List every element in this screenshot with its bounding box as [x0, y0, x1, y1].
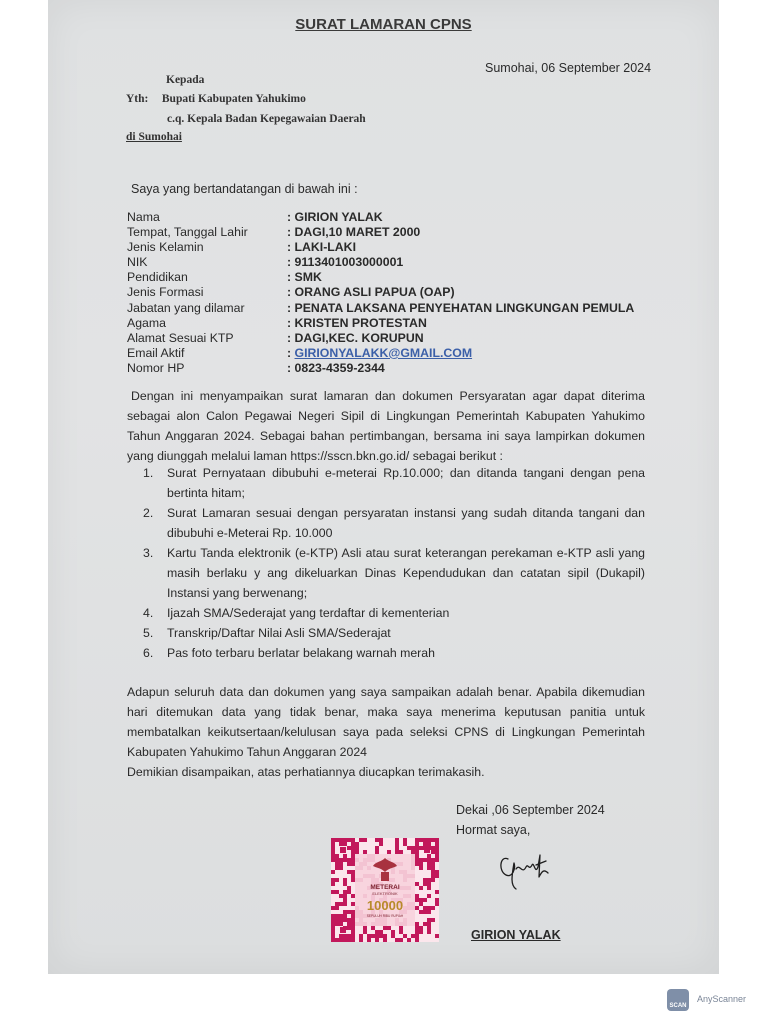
- list-item-number: 1.: [143, 466, 154, 480]
- list-item-text: Kartu Tanda elektronik (e-KTP) Asli atau surat keterangan perekaman e-KTP asli yang masih berlaku y ang dikeluarkan Dinas Kependudukan dan catatan sipil (Dukapil) Instansi yang berwenang;: [167, 546, 645, 600]
- identity-value: : SMK: [287, 270, 322, 285]
- list-item-number: 6.: [143, 646, 154, 660]
- list-item: [143, 643, 645, 663]
- identity-value: [287, 346, 472, 361]
- identity-row: [127, 270, 687, 285]
- email-prefix: :: [287, 345, 295, 360]
- identity-label: Email Aktif: [127, 345, 185, 360]
- identity-row: [127, 361, 687, 376]
- identity-row: [127, 301, 687, 316]
- opening-sentence: Saya yang bertandatangan di bawah ini :: [131, 182, 358, 196]
- list-item-text: Surat Lamaran sesuai dengan persyaratan instansi yang sudah ditanda tangani dan dibubuhi e-Meterai Rp. 10.000: [167, 506, 645, 540]
- recipient-yth-label: Yth:: [126, 93, 149, 105]
- identity-label: Agama: [127, 315, 166, 330]
- identity-row: [127, 240, 687, 255]
- identity-label: Jenis Kelamin: [127, 240, 204, 255]
- recipient-location: di Sumohai: [126, 131, 182, 143]
- list-item-number: 3.: [143, 546, 154, 560]
- list-item-text: Transkrip/Daftar Nilai Asli SMA/Sederajat: [167, 626, 391, 640]
- list-item: [143, 543, 645, 603]
- identity-value: : ORANG ASLI PAPUA (OAP): [287, 285, 455, 300]
- identity-label: Pendidikan: [127, 270, 188, 285]
- stamp-amount: 10000: [366, 898, 404, 913]
- scanner-app-name: AnyScanner: [697, 994, 747, 1004]
- handwritten-signature: [496, 845, 556, 893]
- identity-value: : GIRION YALAK: [287, 210, 383, 224]
- scan-app-icon: SCAN: [667, 989, 689, 1011]
- identity-value: : KRISTEN PROTESTAN: [287, 315, 427, 330]
- identity-value: : 9113401003000001: [287, 255, 404, 270]
- closing-place-date: Dekai ,06 September 2024: [456, 803, 605, 817]
- identity-label: Nama: [127, 210, 160, 224]
- identity-label: Tempat, Tanggal Lahir: [127, 225, 248, 240]
- email-link[interactable]: GIRIONYALAKK@GMAIL.COM: [294, 345, 473, 360]
- identity-value: : DAGI,10 MARET 2000: [287, 225, 421, 240]
- identity-value: : PENATA LAKSANA PENYEHATAN LINGKUNGAN PEMULA: [287, 300, 635, 315]
- list-item-text: Pas foto terbaru berlatar belakang warnah merah: [167, 646, 435, 660]
- recipient-yth-value: Bupati Kabupaten Yahukimo: [161, 93, 306, 105]
- identity-label: Jenis Formasi: [127, 285, 204, 300]
- list-item: [143, 503, 645, 543]
- stamp-amount-words: SEPULUH RIBU RUPIAH: [366, 914, 404, 918]
- letter-page: [48, 0, 719, 974]
- identity-row: [127, 285, 687, 300]
- paragraph-declaration: Adapun seluruh data dan dokumen yang saya sampaikan adalah benar. Apabila dikemudian hari ditemukan data yang tidak benar, maka saya menerima keputusan panitia untuk membatalkan keikutsertaan/kelulusan saya pada seleksi CPNS di Lingkungan Pemerintah Kabupaten Yahukimo Tahun Anggaran 2024: [127, 685, 645, 759]
- identity-row: [127, 255, 687, 270]
- identity-row: [127, 316, 687, 331]
- list-item-number: 2.: [143, 506, 154, 520]
- recipient-kepada: Kepada: [166, 74, 205, 86]
- letter-place-date: Sumohai, 06 September 2024: [485, 61, 652, 75]
- list-item-number: 4.: [143, 606, 154, 620]
- attachment-list: [143, 463, 645, 663]
- identity-value: : LAKI-LAKI: [287, 240, 356, 255]
- identity-row: [127, 346, 687, 361]
- list-item: [143, 603, 645, 623]
- identity-label: Alamat Sesuai KTP: [127, 330, 234, 345]
- list-item: [143, 463, 645, 503]
- letter-title: SURAT LAMARAN CPNS: [295, 16, 472, 33]
- stamp-label-meterai: METERAI: [370, 884, 400, 891]
- list-item-number: 5.: [143, 626, 154, 640]
- identity-table: [127, 210, 687, 376]
- paragraph-closing: Demikian disampaikan, atas perhatiannya diucapkan terimakasih.: [127, 765, 485, 779]
- stamp-label-elektronik: ELEKTRONIK: [372, 891, 398, 896]
- identity-value: : 0823-4359-2344: [287, 360, 385, 375]
- identity-label: Nomor HP: [127, 360, 185, 375]
- list-item-text: Surat Pernyataan dibubuhi e-meterai Rp.10.000; dan ditanda tangani dengan pena bertinta hitam;: [167, 466, 645, 500]
- e-meterai-stamp: [331, 838, 439, 942]
- identity-row: [127, 225, 687, 240]
- recipient-cq: c.q. Kepala Badan Kepegawaian Daerah: [167, 113, 366, 125]
- closing-regards: Hormat saya,: [456, 823, 531, 837]
- identity-label: NIK: [127, 255, 148, 270]
- recipient-yth: [126, 93, 306, 105]
- list-item-text: Ijazah SMA/Sederajat yang terdaftar di kementerian: [167, 606, 450, 620]
- identity-row: [127, 331, 687, 346]
- identity-value: : DAGI,KEC. KORUPUN: [287, 330, 424, 345]
- identity-row: [127, 210, 687, 225]
- identity-label: Jabatan yang dilamar: [127, 300, 245, 315]
- signer-name: GIRION YALAK: [471, 928, 561, 942]
- paragraph-intro: Dengan ini menyampaikan surat lamaran dan dokumen Persyaratan agar dapat diterima sebagai alon Calon Pegawai Negeri Sipil di Lingkungan Pemerintah Kabupaten Yahukimo Tahun Anggaran 2024. Sebagai bahan pertimbangan, bersama ini saya lampirkan dokumen yang diunggah melalui laman https://sscn.bkn.go.id/ sebagai berikut :: [127, 389, 645, 463]
- list-item: [143, 623, 645, 643]
